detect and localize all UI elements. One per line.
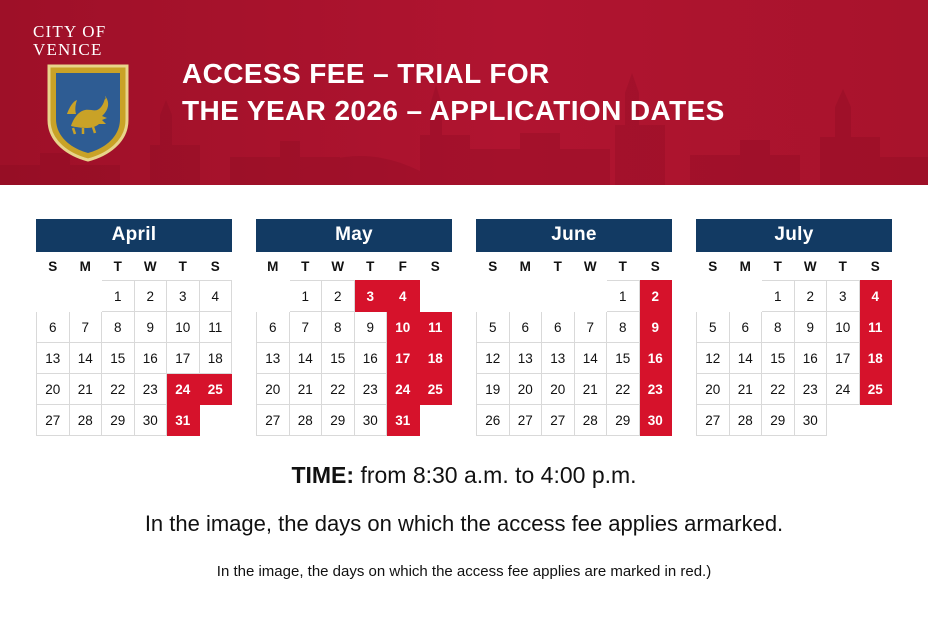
calendar-month-title: July xyxy=(696,219,892,252)
calendar-week-row xyxy=(257,374,452,405)
calendar-day: 12 xyxy=(477,343,510,374)
time-note xyxy=(0,462,928,489)
calendar-day: 10 xyxy=(827,312,860,343)
calendar-week-row xyxy=(257,312,452,343)
time-label: TIME: xyxy=(291,462,355,488)
calendar-day-marked: 25 xyxy=(199,374,232,405)
weekday-header: F xyxy=(387,252,420,281)
calendar-cell-empty xyxy=(37,281,70,312)
calendar-cell-empty xyxy=(419,281,452,312)
calendar-day: 1 xyxy=(102,281,135,312)
city-logo-line2: VENICE xyxy=(33,39,103,59)
weekday-header-row xyxy=(257,252,452,281)
calendar-day-marked: 16 xyxy=(639,343,672,374)
calendar-day: 21 xyxy=(69,374,102,405)
calendar-day-marked: 11 xyxy=(859,312,892,343)
calendar-day: 9 xyxy=(794,312,827,343)
header-content xyxy=(0,0,928,185)
weekday-header: S xyxy=(477,252,510,281)
weekday-header-row xyxy=(697,252,892,281)
weekday-header: S xyxy=(639,252,672,281)
weekday-header: S xyxy=(37,252,70,281)
calendar-month-title: May xyxy=(256,219,452,252)
calendar-cell-empty xyxy=(69,281,102,312)
time-value: from 8:30 a.m. to 4:00 p.m. xyxy=(360,462,637,488)
calendar-day: 21 xyxy=(574,374,607,405)
calendar-day: 28 xyxy=(289,405,322,436)
calendar-day: 16 xyxy=(794,343,827,374)
calendar-day: 14 xyxy=(69,343,102,374)
calendar-week-row xyxy=(697,343,892,374)
weekday-header: T xyxy=(354,252,387,281)
calendar-day: 30 xyxy=(354,405,387,436)
calendar-day: 22 xyxy=(607,374,640,405)
calendar-day: 29 xyxy=(322,405,355,436)
calendar-week-row xyxy=(477,281,672,312)
calendar-day: 3 xyxy=(827,281,860,312)
calendar-week-row xyxy=(257,405,452,436)
winged-lion-shield-icon xyxy=(45,62,131,162)
weekday-header: S xyxy=(199,252,232,281)
calendar-day: 9 xyxy=(354,312,387,343)
calendar-day: 27 xyxy=(257,405,290,436)
calendar-cell-empty xyxy=(574,281,607,312)
calendar-day: 13 xyxy=(509,343,542,374)
calendar-day: 22 xyxy=(762,374,795,405)
calendar-day: 28 xyxy=(574,405,607,436)
calendar-day: 29 xyxy=(607,405,640,436)
calendar-june xyxy=(476,219,672,436)
city-logo-text xyxy=(33,23,143,59)
calendar-day: 13 xyxy=(257,343,290,374)
weekday-header: M xyxy=(729,252,762,281)
calendar-month-title: April xyxy=(36,219,232,252)
calendar-may xyxy=(256,219,452,436)
calendar-day: 7 xyxy=(574,312,607,343)
calendar-day: 13 xyxy=(542,343,575,374)
weekday-header: W xyxy=(322,252,355,281)
calendar-week-row xyxy=(37,405,232,436)
calendar-day-marked: 18 xyxy=(419,343,452,374)
calendar-day-marked: 18 xyxy=(859,343,892,374)
calendar-day: 6 xyxy=(509,312,542,343)
calendar-day-marked: 25 xyxy=(419,374,452,405)
calendar-cell-empty xyxy=(859,405,892,436)
calendar-week-row xyxy=(697,374,892,405)
calendar-day: 6 xyxy=(257,312,290,343)
calendar-week-row xyxy=(697,405,892,436)
calendar-day: 21 xyxy=(289,374,322,405)
calendar-day-marked: 17 xyxy=(387,343,420,374)
calendar-day: 15 xyxy=(102,343,135,374)
calendar-grid-container xyxy=(0,185,928,436)
weekday-header: S xyxy=(859,252,892,281)
page-title-line2: THE YEAR 2026 – APPLICATION DATES xyxy=(182,94,725,126)
weekday-header: T xyxy=(607,252,640,281)
calendar-day: 13 xyxy=(37,343,70,374)
calendar-day: 20 xyxy=(542,374,575,405)
calendar-table xyxy=(36,252,232,436)
calendar-day: 20 xyxy=(509,374,542,405)
calendar-cell-empty xyxy=(477,281,510,312)
calendar-cell-empty xyxy=(509,281,542,312)
calendar-cell-empty xyxy=(199,405,232,436)
weekday-header: T xyxy=(289,252,322,281)
weekday-header: T xyxy=(827,252,860,281)
calendar-day: 5 xyxy=(477,312,510,343)
calendar-day-marked: 3 xyxy=(354,281,387,312)
calendar-day: 5 xyxy=(697,312,730,343)
calendar-day: 26 xyxy=(477,405,510,436)
calendar-day: 28 xyxy=(729,405,762,436)
calendar-day: 12 xyxy=(697,343,730,374)
calendar-day: 22 xyxy=(102,374,135,405)
calendar-day: 29 xyxy=(102,405,135,436)
calendar-day: 8 xyxy=(102,312,135,343)
calendar-table xyxy=(256,252,452,436)
calendar-week-row xyxy=(697,281,892,312)
calendar-day-marked: 4 xyxy=(387,281,420,312)
calendar-day-marked: 25 xyxy=(859,374,892,405)
calendar-day-marked: 24 xyxy=(167,374,200,405)
calendar-week-row xyxy=(477,312,672,343)
calendar-day-marked: 24 xyxy=(387,374,420,405)
calendar-week-row xyxy=(697,312,892,343)
calendar-day-marked: 4 xyxy=(859,281,892,312)
calendar-month-title: June xyxy=(476,219,672,252)
calendar-day: 27 xyxy=(37,405,70,436)
calendar-day: 8 xyxy=(322,312,355,343)
calendar-day: 27 xyxy=(509,405,542,436)
calendar-day-marked: 2 xyxy=(639,281,672,312)
page-title-line1: ACCESS FEE – TRIAL FOR xyxy=(182,57,550,89)
calendar-cell-empty xyxy=(542,281,575,312)
calendar-day: 8 xyxy=(762,312,795,343)
calendar-day-marked: 9 xyxy=(639,312,672,343)
calendar-week-row xyxy=(257,343,452,374)
calendar-day: 4 xyxy=(199,281,232,312)
calendar-day: 22 xyxy=(322,374,355,405)
calendar-day: 18 xyxy=(199,343,232,374)
calendar-day-marked: 31 xyxy=(387,405,420,436)
calendar-day: 23 xyxy=(794,374,827,405)
calendar-day: 9 xyxy=(134,312,167,343)
calendar-day-marked: 23 xyxy=(639,374,672,405)
city-logo xyxy=(28,23,148,163)
calendar-day: 1 xyxy=(289,281,322,312)
calendar-april xyxy=(36,219,232,436)
city-logo-line1: CITY OF xyxy=(33,21,107,41)
calendar-week-row xyxy=(37,312,232,343)
calendar-day: 17 xyxy=(167,343,200,374)
footer-notes xyxy=(0,436,928,580)
calendar-day-marked: 30 xyxy=(639,405,672,436)
page-header xyxy=(0,0,928,185)
calendar-day: 28 xyxy=(69,405,102,436)
calendar-day: 2 xyxy=(794,281,827,312)
calendar-day: 23 xyxy=(134,374,167,405)
calendar-day: 14 xyxy=(729,343,762,374)
calendar-day: 30 xyxy=(134,405,167,436)
calendar-day: 20 xyxy=(37,374,70,405)
calendar-day: 15 xyxy=(762,343,795,374)
weekday-header: W xyxy=(574,252,607,281)
calendar-cell-empty xyxy=(257,281,290,312)
weekday-header: T xyxy=(102,252,135,281)
calendar-day: 2 xyxy=(322,281,355,312)
weekday-header: M xyxy=(69,252,102,281)
calendar-cell-empty xyxy=(697,281,730,312)
calendar-july xyxy=(696,219,892,436)
calendar-day: 23 xyxy=(354,374,387,405)
page-title xyxy=(182,56,725,130)
main-note: In the image, the days on which the access fee applies armarked. xyxy=(144,511,784,536)
calendar-day: 27 xyxy=(697,405,730,436)
weekday-header: W xyxy=(134,252,167,281)
weekday-header-row xyxy=(37,252,232,281)
calendar-week-row xyxy=(477,405,672,436)
calendar-week-row xyxy=(477,374,672,405)
calendar-day: 27 xyxy=(542,405,575,436)
calendar-day: 19 xyxy=(477,374,510,405)
calendar-cell-empty xyxy=(419,405,452,436)
calendar-day: 14 xyxy=(574,343,607,374)
calendar-day: 8 xyxy=(607,312,640,343)
calendar-day: 2 xyxy=(134,281,167,312)
calendar-week-row xyxy=(37,281,232,312)
calendar-week-row xyxy=(477,343,672,374)
weekday-header: S xyxy=(697,252,730,281)
calendar-cell-empty xyxy=(827,405,860,436)
weekday-header: M xyxy=(257,252,290,281)
calendar-day: 21 xyxy=(729,374,762,405)
weekday-header: W xyxy=(794,252,827,281)
calendar-table xyxy=(476,252,672,436)
calendar-day: 1 xyxy=(607,281,640,312)
calendar-day: 11 xyxy=(199,312,232,343)
weekday-header: T xyxy=(542,252,575,281)
calendar-day: 1 xyxy=(762,281,795,312)
small-note: In the image, the days on which the access fee applies are marked in red.) xyxy=(216,563,712,580)
calendar-cell-empty xyxy=(729,281,762,312)
calendar-day-marked: 10 xyxy=(387,312,420,343)
calendar-day: 30 xyxy=(794,405,827,436)
calendar-day: 16 xyxy=(354,343,387,374)
weekday-header: S xyxy=(419,252,452,281)
calendar-day: 20 xyxy=(257,374,290,405)
calendar-day: 6 xyxy=(542,312,575,343)
calendar-day: 3 xyxy=(167,281,200,312)
calendar-day-marked: 11 xyxy=(419,312,452,343)
weekday-header: T xyxy=(762,252,795,281)
calendar-day: 6 xyxy=(37,312,70,343)
calendar-week-row xyxy=(37,343,232,374)
weekday-header: M xyxy=(509,252,542,281)
calendar-day: 7 xyxy=(69,312,102,343)
weekday-header: T xyxy=(167,252,200,281)
calendar-table xyxy=(696,252,892,436)
calendar-day: 20 xyxy=(697,374,730,405)
calendar-day-marked: 31 xyxy=(167,405,200,436)
calendar-day: 24 xyxy=(827,374,860,405)
calendar-week-row xyxy=(37,374,232,405)
calendar-day: 15 xyxy=(607,343,640,374)
calendar-day: 7 xyxy=(289,312,322,343)
calendar-day: 10 xyxy=(167,312,200,343)
calendar-day: 6 xyxy=(729,312,762,343)
weekday-header-row xyxy=(477,252,672,281)
calendar-day: 15 xyxy=(322,343,355,374)
calendar-day: 14 xyxy=(289,343,322,374)
calendar-week-row xyxy=(257,281,452,312)
calendar-day: 29 xyxy=(762,405,795,436)
calendar-day: 16 xyxy=(134,343,167,374)
calendar-day: 17 xyxy=(827,343,860,374)
